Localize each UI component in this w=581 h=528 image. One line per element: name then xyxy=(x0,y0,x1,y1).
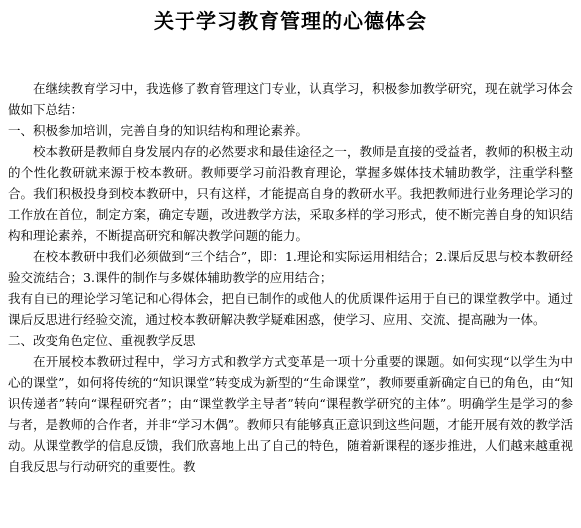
section-heading-2: 二、改变角色定位、重视教学反思 xyxy=(8,333,196,348)
paragraph-intro: 在继续教育学习中，我选修了教育管理这门专业，认真学习，积极参加教学研究，现在就学习体会做如下总结： xyxy=(8,81,573,117)
document-title: 关于学习教育管理的心德体会 xyxy=(154,9,427,33)
document-body xyxy=(0,78,581,477)
section-heading-1: 一、积极参加培训，完善自身的知识结构和理论素养。 xyxy=(8,123,309,138)
paragraph-three-combinations: 在校本教研中我们必须做到“三个结合”，即：1.理论和实际运用相结合；2.课后反思与校本教研经验交流结合；3.课件的制作与多媒体辅助教学的应用结合； xyxy=(8,249,573,285)
paragraph-notes: 我有自已的理论学习笔记和心得体会，把自已制作的或他人的优质课件运用于自已的课堂教学中。通过课后反思进行经验交流，通过校本教研解决教学疑难困惑，使学习、应用、交流、提高融为一体。 xyxy=(8,291,573,327)
paragraph-school-research: 校本教研是教师自身发展内存的必然要求和最佳途径之一，教师是直接的受益者，教师的积极主动的个性化教研就来源于校本教研。教师要学习前沿教育理论，掌握多媒体技术辅助教学，注重学科整合。我们积极投身到校本教研中，只有这样，才能提高自身的教研水平。我把教师进行业务理论学习的工作放在首位，制定方案，确定专题，改进教学方法，采取多样的学习形式，使不断完善自身的知识结构和理论素养，不断提高研究和解决教学问题的能力。 xyxy=(8,144,573,243)
paragraph-role-change: 在开展校本教研过程中，学习方式和教学方式变革是一项十分重要的课题。如何实现“以学生为中心的课堂”，如何将传统的“知识课堂”转变成为新型的“生命课堂”，教师要重新确定自已的角色，由“知识传递者”转向“课程研究者”；由“课堂教学主导者”转向“课程教学研究的主体”。明确学生是学习的参与者，是教师的合作者，并非“学习木偶”。教师只有能够真正意识到这些问题，才能开展有效的教学活动。从课堂教学的信息反馈，我们欣喜地上出了自己的特色，随着新课程的逐步推进，人们越来越重视自我反思与行动研究的重要性。教 xyxy=(8,354,573,474)
